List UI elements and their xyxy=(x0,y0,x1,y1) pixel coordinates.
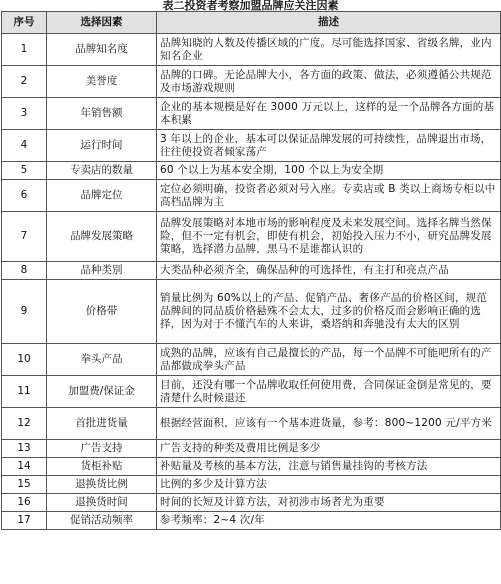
row-index: 2 xyxy=(2,66,47,98)
table-row xyxy=(2,98,501,130)
row-description: 企业的基本规模是好在 3000 万元以上，这样的是一个品牌各方面的基本积累 xyxy=(157,98,501,130)
row-factor: 价格带 xyxy=(47,280,157,344)
row-description: 3 年以上的企业，基本可以保证品牌发展的可持续性，品牌退出市场，往往使投资者倾家荡产 xyxy=(157,130,501,162)
row-description: 定位必须明确，投资者必须对号入座。专卖店或 B 类以上商场专柜以中高档品牌为主 xyxy=(157,180,501,212)
header-index: 序号 xyxy=(2,12,47,34)
table-row xyxy=(2,494,501,512)
row-description: 参考频率：2~4 次/年 xyxy=(157,512,501,530)
header-description: 描述 xyxy=(157,12,501,34)
table-row xyxy=(2,34,501,66)
table-row xyxy=(2,280,501,344)
row-factor: 品种类别 xyxy=(47,262,157,280)
table-row xyxy=(2,344,501,376)
row-description: 大类品种必须齐全，确保品种的可选择性，有主打和亮点产品 xyxy=(157,262,501,280)
row-factor: 运行时间 xyxy=(47,130,157,162)
row-description: 品牌知晓的人数及传播区域的广度。尽可能选择国家、省级名牌，业内知名企业 xyxy=(157,34,501,66)
row-description: 时间的长短及计算方法，对初涉市场者尤为重要 xyxy=(157,494,501,512)
table-row xyxy=(2,376,501,408)
table-row xyxy=(2,262,501,280)
row-index: 14 xyxy=(2,458,47,476)
row-index: 3 xyxy=(2,98,47,130)
row-factor: 加盟费/保证金 xyxy=(47,376,157,408)
table-row xyxy=(2,66,501,98)
row-factor: 货柜补贴 xyxy=(47,458,157,476)
row-factor: 广告支持 xyxy=(47,440,157,458)
row-description: 补贴量及考核的基本方法，注意与销售量挂钩的考核方法 xyxy=(157,458,501,476)
table-row xyxy=(2,162,501,180)
row-description: 根据经营面积，应该有一个基本进货量，参考：800~1200 元/平方米 xyxy=(157,408,501,440)
row-index: 4 xyxy=(2,130,47,162)
row-factor: 年销售额 xyxy=(47,98,157,130)
table-row xyxy=(2,512,501,530)
row-factor: 品牌知名度 xyxy=(47,34,157,66)
row-description: 成熟的品牌，应该有自己最擅长的产品，每一个品牌不可能吧所有的产品都做成拳头产品 xyxy=(157,344,501,376)
table-row xyxy=(2,408,501,440)
row-index: 9 xyxy=(2,280,47,344)
table-row xyxy=(2,130,501,162)
row-index: 11 xyxy=(2,376,47,408)
row-description: 品牌发展策略对本地市场的影响程度及未来发展空间。选择名牌当然保险，但不一定有机会，即使有机会，初始投入压力不小，研究品牌发展策略，选择潜力品牌，黑马不是谁都认识的 xyxy=(157,212,501,262)
table-row xyxy=(2,180,501,212)
table-row xyxy=(2,440,501,458)
row-index: 1 xyxy=(2,34,47,66)
row-factor: 品牌定位 xyxy=(47,180,157,212)
row-index: 12 xyxy=(2,408,47,440)
row-factor: 拳头产品 xyxy=(47,344,157,376)
row-factor: 品牌发展策略 xyxy=(47,212,157,262)
row-index: 10 xyxy=(2,344,47,376)
row-index: 16 xyxy=(2,494,47,512)
row-description: 目前，还没有哪一个品牌收取任何使用费，合同保证金倒是常见的，要清楚什么时候退还 xyxy=(157,376,501,408)
row-index: 6 xyxy=(2,180,47,212)
header-factor: 选择因素 xyxy=(47,12,157,34)
row-factor: 首批进货量 xyxy=(47,408,157,440)
row-factor: 美誉度 xyxy=(47,66,157,98)
row-index: 5 xyxy=(2,162,47,180)
table-row xyxy=(2,458,501,476)
factors-table xyxy=(1,11,501,530)
row-factor: 专卖店的数量 xyxy=(47,162,157,180)
row-factor: 退换货比例 xyxy=(47,476,157,494)
row-description: 品牌的口碑。无论品牌大小，各方面的政策、做法，必须遵循公共规范及市场游戏规则 xyxy=(157,66,501,98)
table-title: 表二投资者考察加盟品牌应关注因素 xyxy=(162,0,339,11)
row-factor: 退换货时间 xyxy=(47,494,157,512)
table-row xyxy=(2,212,501,262)
row-index: 7 xyxy=(2,212,47,262)
table-header-row xyxy=(2,12,501,34)
row-index: 17 xyxy=(2,512,47,530)
row-index: 15 xyxy=(2,476,47,494)
table-row xyxy=(2,476,501,494)
row-index: 13 xyxy=(2,440,47,458)
row-description: 比例的多少及计算方法 xyxy=(157,476,501,494)
row-description: 销量比例为 60%以上的产品、促销产品、奢侈产品的价格区间，规范品牌间的同品质价格悬殊不会太大，过多的价格反而会影响正确的选择，因为对于不懂汽车的人来讲，桑塔纳和奔驰没有太大的区别 xyxy=(157,280,501,344)
row-index: 8 xyxy=(2,262,47,280)
row-description: 60 个以上为基本安全期，100 个以上为安全期 xyxy=(157,162,501,180)
row-factor: 促销活动频率 xyxy=(47,512,157,530)
row-description: 广告支持的种类及费用比例是多少 xyxy=(157,440,501,458)
